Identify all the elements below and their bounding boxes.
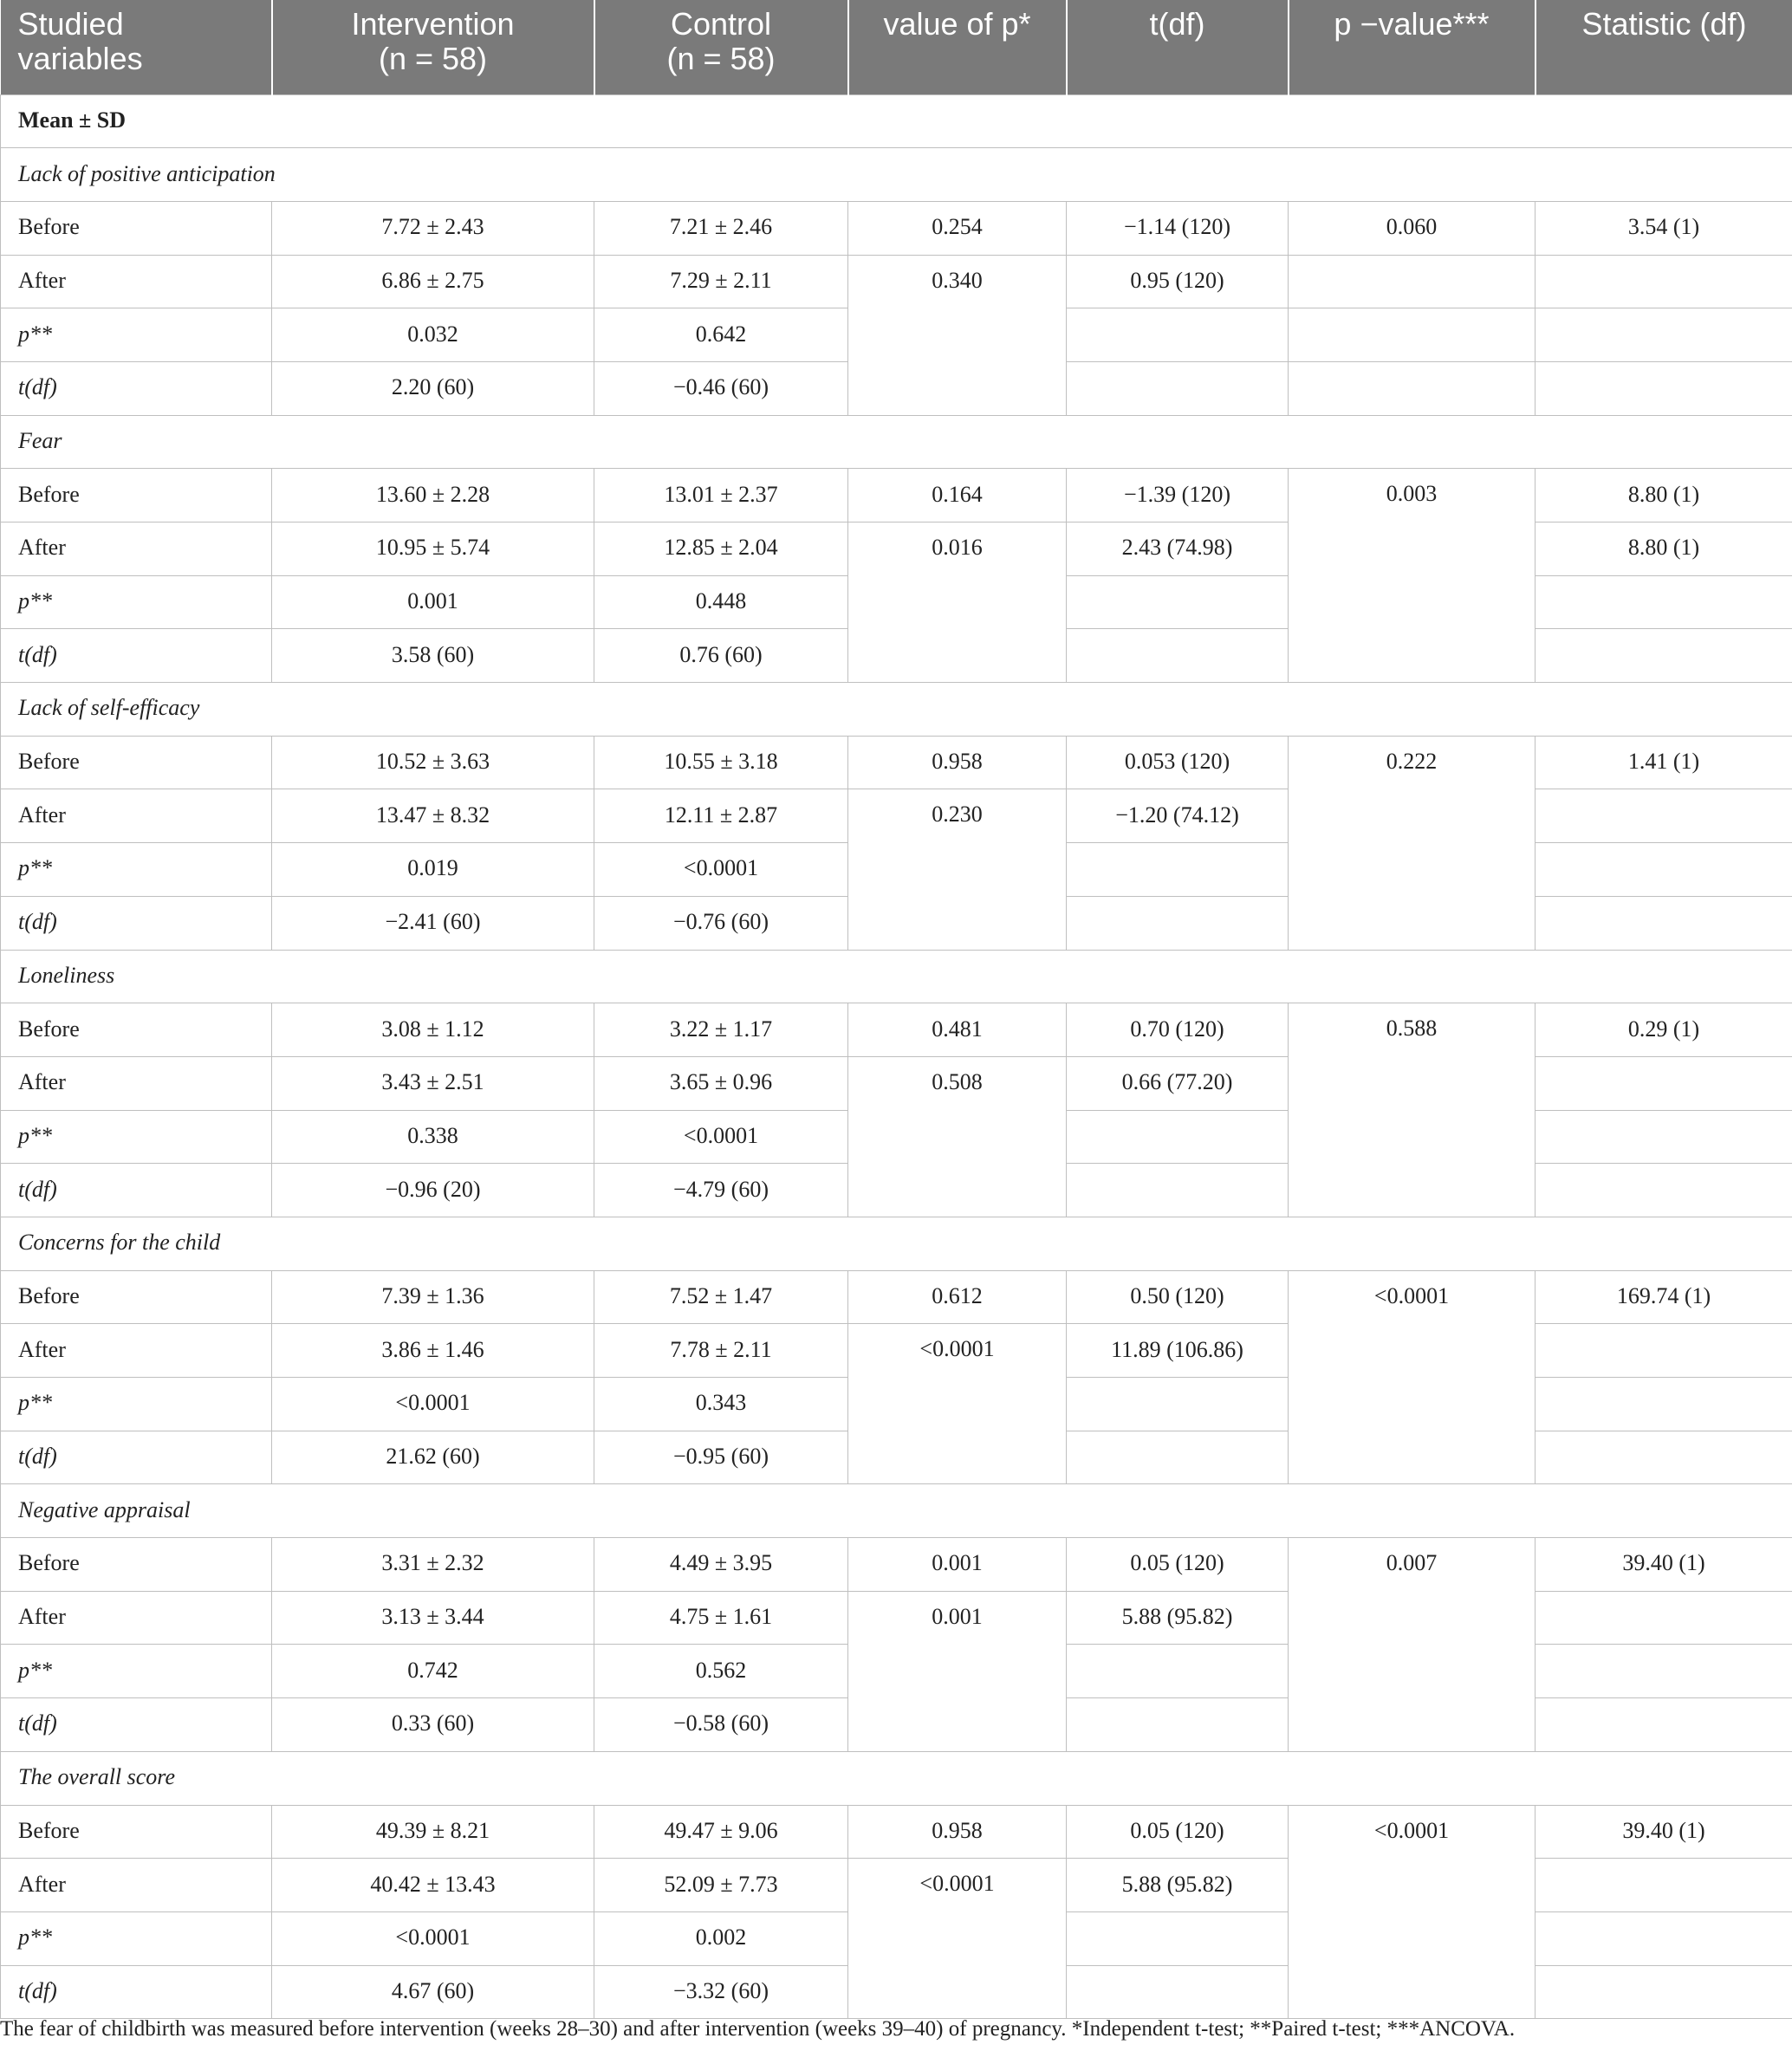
section-title: Negative appraisal [1,1484,1792,1538]
statistic-cell [1536,1378,1792,1431]
t-df-cell [1067,575,1289,629]
header-control [594,0,848,94]
p-value-cell: 0.254 [848,201,1067,255]
statistic-cell [1536,361,1792,415]
statistic-cell [1536,789,1792,843]
intervention-cell: 3.43 ± 2.51 [272,1056,594,1110]
control-cell: 13.01 ± 2.37 [594,469,848,522]
row-label: After [1,522,272,576]
control-cell: 0.448 [594,575,848,629]
statistic-cell [1536,1056,1792,1110]
row-label: Before [1,1538,272,1592]
header-statistic: Statistic (df) [1536,0,1792,94]
table-body [1,94,1792,2019]
statistic-cell [1536,1698,1792,1752]
section-title-row [1,415,1792,469]
t-df-cell: 0.05 (120) [1067,1805,1289,1859]
t-df-cell [1067,1378,1289,1431]
header-control-label: Control [670,6,772,42]
control-cell: 52.09 ± 7.73 [594,1859,848,1912]
t-df-cell: 0.05 (120) [1067,1538,1289,1592]
intervention-cell: 21.62 (60) [272,1431,594,1484]
control-cell: 12.11 ± 2.87 [594,789,848,843]
statistic-cell: 39.40 (1) [1536,1805,1792,1859]
statistic-cell: 169.74 (1) [1536,1270,1792,1324]
header-intervention-n: (n = 58) [378,41,488,76]
header-p-value: p −value*** [1289,0,1536,94]
section-title-row [1,1484,1792,1538]
intervention-cell: −0.96 (20) [272,1164,594,1217]
t-df-cell [1067,1645,1289,1698]
control-cell: −3.32 (60) [594,1965,848,2019]
intervention-cell: 40.42 ± 13.43 [272,1859,594,1912]
table-row [1,1270,1792,1324]
intervention-cell: 3.08 ± 1.12 [272,1003,594,1057]
t-df-cell: 5.88 (95.82) [1067,1859,1289,1912]
row-label: Before [1,736,272,789]
row-label: Before [1,1003,272,1057]
p-value-cell: 0.016 [848,522,1067,683]
section-title: Loneliness [1,950,1792,1003]
statistic-cell: 39.40 (1) [1536,1538,1792,1592]
header-studied-line1: Studied [17,6,124,42]
row-label: Before [1,469,272,522]
control-cell: 7.52 ± 1.47 [594,1270,848,1324]
table-row [1,255,1792,308]
control-cell: 49.47 ± 9.06 [594,1805,848,1859]
intervention-cell: 3.58 (60) [272,629,594,683]
ancova-p-cell: <0.0001 [1289,1270,1536,1484]
intervention-cell: 10.52 ± 3.63 [272,736,594,789]
control-cell: <0.0001 [594,1110,848,1164]
intervention-cell: 7.72 ± 2.43 [272,201,594,255]
control-cell: 0.343 [594,1378,848,1431]
p-value-cell: 0.958 [848,736,1067,789]
ancova-p-cell: <0.0001 [1289,1805,1536,2019]
intervention-cell: 0.742 [272,1645,594,1698]
control-cell: 0.002 [594,1911,848,1965]
row-label: t(df) [1,1431,272,1484]
statistic-cell: 8.80 (1) [1536,469,1792,522]
t-df-cell [1067,1698,1289,1752]
statistic-cell [1536,843,1792,897]
statistic-cell [1536,575,1792,629]
control-cell: 12.85 ± 2.04 [594,522,848,576]
t-df-cell [1067,1164,1289,1217]
section-title-row [1,1751,1792,1805]
t-df-cell [1067,629,1289,683]
intervention-cell: <0.0001 [272,1911,594,1965]
t-df-cell: 0.70 (120) [1067,1003,1289,1057]
row-label: t(df) [1,896,272,950]
intervention-cell: 0.33 (60) [272,1698,594,1752]
t-df-cell: −1.39 (120) [1067,469,1289,522]
row-label: After [1,1859,272,1912]
table-row [1,1805,1792,1859]
statistic-cell [1536,1591,1792,1645]
row-label: p** [1,1645,272,1698]
control-cell: 4.49 ± 3.95 [594,1538,848,1592]
control-cell: 3.22 ± 1.17 [594,1003,848,1057]
header-control-n: (n = 58) [666,41,776,76]
header-row [1,0,1792,94]
statistic-cell [1536,1110,1792,1164]
p-value-cell: 0.612 [848,1270,1067,1324]
header-studied-line2: variables [17,41,143,76]
control-cell: 0.76 (60) [594,629,848,683]
statistic-cell [1536,629,1792,683]
p-value-cell: 0.001 [848,1538,1067,1592]
row-label: After [1,1056,272,1110]
statistic-cell [1536,1324,1792,1378]
mean-sd-label: Mean ± SD [1,94,1792,148]
intervention-cell: 49.39 ± 8.21 [272,1805,594,1859]
statistic-cell [1536,1965,1792,2019]
ancova-p-cell [1289,255,1536,308]
mean-sd-row [1,94,1792,148]
control-cell: −0.95 (60) [594,1431,848,1484]
p-value-cell: <0.0001 [848,1859,1067,2019]
p-value-cell: 0.481 [848,1003,1067,1057]
t-df-cell [1067,1431,1289,1484]
intervention-cell: −2.41 (60) [272,896,594,950]
header-intervention [272,0,594,94]
t-df-cell [1067,1110,1289,1164]
row-label: After [1,1591,272,1645]
intervention-cell: 0.338 [272,1110,594,1164]
ancova-p-cell: 0.003 [1289,469,1536,683]
control-cell: 0.562 [594,1645,848,1698]
intervention-cell: 7.39 ± 1.36 [272,1270,594,1324]
statistic-cell [1536,1164,1792,1217]
section-title-row [1,950,1792,1003]
t-df-cell [1067,308,1289,362]
control-cell: −0.46 (60) [594,361,848,415]
t-df-cell [1067,1965,1289,2019]
intervention-cell: 0.032 [272,308,594,362]
control-cell: 4.75 ± 1.61 [594,1591,848,1645]
t-df-cell: −1.20 (74.12) [1067,789,1289,843]
t-df-cell [1067,1911,1289,1965]
section-title: The overall score [1,1751,1792,1805]
intervention-cell: 4.67 (60) [272,1965,594,2019]
control-cell: −0.58 (60) [594,1698,848,1752]
statistic-cell [1536,1859,1792,1912]
section-title-row [1,148,1792,202]
statistic-cell [1536,308,1792,362]
p-value-cell: 0.340 [848,255,1067,415]
intervention-cell: 0.019 [272,843,594,897]
t-df-cell [1067,896,1289,950]
row-label: Before [1,1270,272,1324]
section-title: Lack of positive anticipation [1,148,1792,202]
row-label: p** [1,575,272,629]
p-value-cell: 0.164 [848,469,1067,522]
row-label: p** [1,1378,272,1431]
header-value-of-p: value of p* [848,0,1067,94]
p-value-cell: 0.230 [848,789,1067,950]
row-label: t(df) [1,1698,272,1752]
row-label: p** [1,843,272,897]
row-label: t(df) [1,629,272,683]
row-label: p** [1,1110,272,1164]
t-df-cell: 0.50 (120) [1067,1270,1289,1324]
intervention-cell: 6.86 ± 2.75 [272,255,594,308]
ancova-p-cell: 0.007 [1289,1538,1536,1752]
control-cell: 0.642 [594,308,848,362]
row-label: p** [1,308,272,362]
p-value-cell: 0.958 [848,1805,1067,1859]
row-label: t(df) [1,1965,272,2019]
ancova-p-cell: 0.222 [1289,736,1536,950]
control-cell: 7.29 ± 2.11 [594,255,848,308]
control-cell: 3.65 ± 0.96 [594,1056,848,1110]
statistic-cell: 0.29 (1) [1536,1003,1792,1057]
t-df-cell [1067,843,1289,897]
table-row [1,469,1792,522]
control-cell: <0.0001 [594,843,848,897]
control-cell: −4.79 (60) [594,1164,848,1217]
table-row [1,1538,1792,1592]
control-cell: 10.55 ± 3.18 [594,736,848,789]
t-df-cell: 2.43 (74.98) [1067,522,1289,576]
statistic-cell: 1.41 (1) [1536,736,1792,789]
section-title-row [1,1217,1792,1270]
intervention-cell: 3.86 ± 1.46 [272,1324,594,1378]
t-df-cell [1067,361,1289,415]
section-title: Fear [1,415,1792,469]
t-df-cell: 0.053 (120) [1067,736,1289,789]
statistic-cell: 3.54 (1) [1536,201,1792,255]
row-label: Before [1,1805,272,1859]
ancova-p-cell: 0.588 [1289,1003,1536,1217]
t-df-cell: 5.88 (95.82) [1067,1591,1289,1645]
control-cell: 7.78 ± 2.11 [594,1324,848,1378]
intervention-cell: 3.13 ± 3.44 [272,1591,594,1645]
header-intervention-label: Intervention [351,6,515,42]
t-df-cell: 0.95 (120) [1067,255,1289,308]
row-label: Before [1,201,272,255]
statistic-cell [1536,255,1792,308]
statistic-cell [1536,896,1792,950]
table-row [1,201,1792,255]
row-label: After [1,789,272,843]
row-label: p** [1,1911,272,1965]
row-label: t(df) [1,1164,272,1217]
statistic-cell: 8.80 (1) [1536,522,1792,576]
intervention-cell: 3.31 ± 2.32 [272,1538,594,1592]
table-row [1,736,1792,789]
intervention-cell: 13.47 ± 8.32 [272,789,594,843]
intervention-cell: <0.0001 [272,1378,594,1431]
statistic-cell [1536,1431,1792,1484]
table-footnote: The fear of childbirth was measured before intervention (weeks 28–30) and after intervention (weeks 39–40) of pregnancy. *Independent t-test; **Paired t-test; ***ANCOVA. [0,2017,1516,2041]
p-value-cell: 0.001 [848,1591,1067,1751]
t-df-cell: −1.14 (120) [1067,201,1289,255]
intervention-cell: 2.20 (60) [272,361,594,415]
ancova-p-cell [1289,308,1536,362]
header-studied-variables [1,0,272,94]
t-df-cell: 0.66 (77.20) [1067,1056,1289,1110]
ancova-p-cell [1289,361,1536,415]
section-title: Lack of self-efficacy [1,683,1792,737]
section-title: Concerns for the child [1,1217,1792,1270]
row-label: t(df) [1,361,272,415]
intervention-cell: 0.001 [272,575,594,629]
p-value-cell: 0.508 [848,1056,1067,1217]
row-label: After [1,1324,272,1378]
p-value-cell: <0.0001 [848,1324,1067,1484]
intervention-cell: 10.95 ± 5.74 [272,522,594,576]
t-df-cell: 11.89 (106.86) [1067,1324,1289,1378]
statistic-cell [1536,1645,1792,1698]
control-cell: −0.76 (60) [594,896,848,950]
row-label: After [1,255,272,308]
section-title-row [1,683,1792,737]
header-t-df: t(df) [1067,0,1289,94]
ancova-p-cell: 0.060 [1289,201,1536,255]
intervention-cell: 13.60 ± 2.28 [272,469,594,522]
table-row [1,1003,1792,1057]
control-cell: 7.21 ± 2.46 [594,201,848,255]
statistic-cell [1536,1911,1792,1965]
